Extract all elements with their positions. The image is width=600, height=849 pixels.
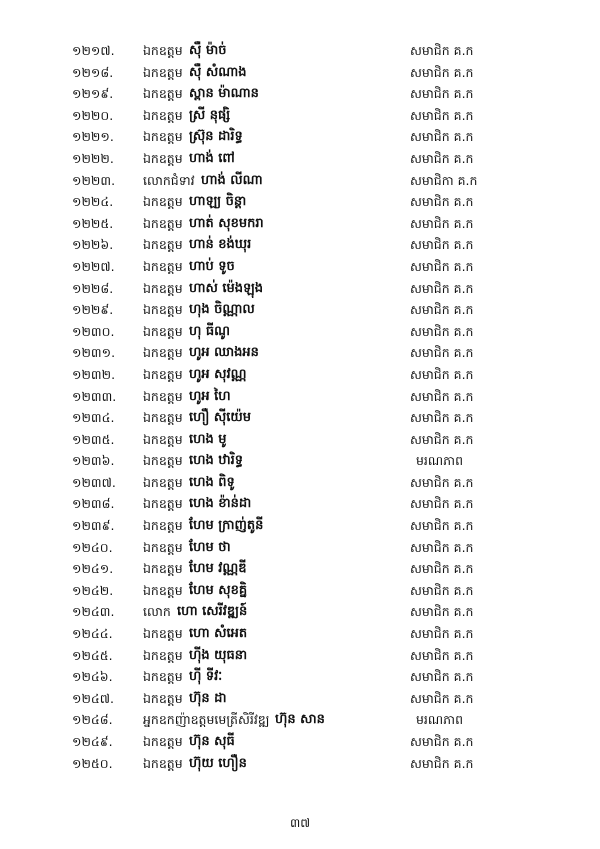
- item-number: ១២១៩.: [72, 86, 114, 102]
- list-item: [0, 472, 600, 494]
- honorific-title: ឯកឧត្តម: [143, 43, 183, 58]
- person-name: ហូអ ហៃ: [189, 388, 231, 404]
- honorific-title: ឯកឧត្តម: [143, 539, 183, 555]
- item-number: ១២៣៧.: [72, 474, 116, 490]
- list-item: [0, 386, 600, 408]
- person-name: ស្ពាន ម៉ាណាន: [189, 86, 259, 102]
- list-item: [0, 537, 600, 559]
- member-status: សមាជិក គ.ក: [410, 366, 474, 382]
- list-item: [0, 407, 600, 429]
- honorific-title: ឯកឧត្តម: [143, 280, 183, 296]
- honorific-title: ឯកឧត្តម: [143, 215, 183, 231]
- list-item: [0, 753, 600, 775]
- member-status: សមាជិក គ.ក: [410, 194, 474, 210]
- person-name: ហាត់ សុខមករា: [189, 215, 264, 231]
- honorific-title: ឯកឧត្តម: [143, 647, 183, 663]
- item-number: ១២៣៥.: [72, 431, 115, 447]
- item-number: ១២១៨.: [72, 64, 114, 80]
- person-name: ហែម សុខគ្និ: [189, 582, 248, 598]
- list-item: [0, 731, 600, 753]
- person-name: ហែម ក្រាញ់តូនី: [189, 518, 264, 534]
- honorific-title: ឯកឧត្តម: [143, 302, 183, 318]
- member-status: សមាជិក គ.ក: [410, 539, 474, 555]
- item-number: ១២២៦.: [72, 237, 114, 253]
- honorific-title: ឯកឧត្តម: [143, 345, 183, 361]
- item-number: ១២២៤.: [72, 194, 114, 210]
- honorific-title: ឯកឧត្តម: [143, 582, 183, 598]
- honorific-title: ឯកឧត្តម: [143, 129, 183, 145]
- member-status: សមាជិក គ.ក: [410, 323, 474, 339]
- item-number: ១២២០.: [72, 107, 114, 123]
- person-name: ហេង ពិទូ: [189, 474, 235, 490]
- list-item: [0, 342, 600, 364]
- item-number: ១២៣៦.: [72, 453, 115, 469]
- item-number: ១២១៧.: [72, 43, 115, 58]
- item-number: ១២២៩.: [72, 302, 114, 318]
- list-item: [0, 170, 600, 192]
- honorific-title: ឯកឧត្តម: [143, 194, 183, 210]
- list-item: [0, 515, 600, 537]
- list-item: [0, 105, 600, 127]
- person-name: ហូអ សុវណ្ណ: [189, 366, 247, 382]
- item-number: ១២៣៤.: [72, 410, 115, 426]
- honorific-title: ឯកឧត្តម: [143, 518, 183, 534]
- member-status: សមាជិក គ.ក: [410, 518, 474, 534]
- item-number: ១២៤៦.: [72, 669, 113, 685]
- item-number: ១២៣៩.: [72, 518, 115, 534]
- person-name: ហ៊ុន សុធី: [189, 734, 235, 749]
- item-number: ១២៣១.: [72, 345, 116, 361]
- item-number: ១២៤៨.: [72, 712, 113, 728]
- member-status: សមាជិក គ.ក: [410, 64, 474, 80]
- item-number: ១២៣២.: [72, 366, 116, 382]
- member-status: សមាជិក គ.ក: [410, 280, 474, 296]
- item-number: ១២២២.: [72, 150, 114, 166]
- member-status: មរណភាព: [416, 712, 463, 728]
- person-name: ហឿ ស៊ីយ៉េម: [189, 410, 252, 426]
- honorific-title: ឯកឧត្តម: [143, 366, 183, 382]
- member-status: សមាជិក គ.ក: [410, 107, 474, 123]
- member-status: សមាជិក គ.ក: [410, 431, 474, 447]
- honorific-title: ឯកឧត្តម: [143, 561, 183, 577]
- item-number: ១២៤៩.: [72, 734, 113, 749]
- member-status: សមាជិក គ.ក: [410, 734, 474, 749]
- person-name: ហាង់ លីណា: [201, 172, 263, 188]
- person-name: ហ៊ី ទីវៈ: [189, 669, 223, 685]
- honorific-title: ឯកឧត្តម: [143, 453, 183, 469]
- item-number: ១២២៨.: [72, 280, 114, 296]
- honorific-title: លោកជំទាវ: [143, 172, 195, 188]
- honorific-title: ឯកឧត្តម: [143, 323, 183, 339]
- item-number: ១២៤៣.: [72, 604, 115, 620]
- member-status: សមាជិក គ.ក: [410, 150, 474, 166]
- item-number: ១២៣០.: [72, 323, 115, 339]
- member-status: សមាជិក គ.ក: [410, 561, 474, 577]
- item-number: ១២៣៣.: [72, 388, 117, 404]
- honorific-title: ឯកឧត្តម: [143, 410, 183, 426]
- member-status: សមាជិក គ.ក: [410, 86, 474, 102]
- honorific-title: ឯកឧត្តម: [143, 496, 183, 512]
- page-number: ៣៧: [289, 816, 311, 830]
- member-status: សមាជិក គ.ក: [410, 669, 474, 685]
- honorific-title: ឯកឧត្តម: [143, 107, 183, 123]
- honorific-title: ឯកឧត្តម: [143, 64, 183, 80]
- honorific-title: ឯកឧត្តម: [143, 474, 183, 490]
- honorific-title: ឯកឧត្តម: [143, 388, 183, 404]
- list-item: [0, 429, 600, 451]
- person-name: ហ៊ីង យុធនា: [189, 647, 248, 663]
- list-item: [0, 580, 600, 602]
- item-number: ១២៤២.: [72, 582, 114, 598]
- member-status: សមាជិក គ.ក: [410, 237, 474, 253]
- list-item: [0, 234, 600, 256]
- item-number: ១២៣៨.: [72, 496, 115, 512]
- person-name: ហេង មូ: [189, 431, 227, 447]
- member-status: សមាជិក គ.ក: [410, 626, 474, 642]
- person-name: ហាប់ ទូច: [189, 258, 235, 274]
- honorific-title: ឯកឧត្តម: [143, 755, 183, 771]
- member-status: សមាជិក គ.ក: [410, 215, 474, 231]
- honorific-title: ឯកឧត្តម: [143, 669, 183, 685]
- item-number: ១២៤០.: [72, 539, 113, 555]
- member-status: សមាជិក គ.ក: [410, 755, 474, 771]
- member-status: សមាជិក គ.ក: [410, 690, 474, 706]
- honorific-title: ឯកឧត្តម: [143, 734, 183, 749]
- person-name: ហុ ធីណូ: [189, 323, 231, 339]
- list-item: [0, 493, 600, 515]
- person-name: ស៊ឺ ម៉ាច់: [189, 43, 227, 58]
- list-item: [0, 278, 600, 300]
- item-number: ១២៤១.: [72, 561, 114, 577]
- person-name: ហែម វណ្ណឌី: [189, 561, 247, 577]
- member-list: [0, 40, 600, 774]
- list-item: [0, 623, 600, 645]
- person-name: ហូអ ឈាងអន: [189, 345, 259, 361]
- member-status: សមាជិក គ.ក: [410, 496, 474, 512]
- person-name: ស្រី នុផ្សិ: [189, 107, 231, 123]
- member-status: សមាជិក គ.ក: [410, 129, 474, 145]
- member-status: សមាជិក គ.ក: [410, 582, 474, 598]
- honorific-title: ឯកឧត្តម: [143, 86, 183, 102]
- list-item: [0, 666, 600, 688]
- list-item: [0, 558, 600, 580]
- member-status: សមាជិកា គ.ក: [410, 172, 478, 188]
- list-item: [0, 213, 600, 235]
- member-status: សមាជិក គ.ក: [410, 474, 474, 490]
- member-status: សមាជិក គ.ក: [410, 302, 474, 318]
- person-name: ហាង់ ពៅ: [189, 150, 235, 166]
- honorific-title: ឯកឧត្តម: [143, 690, 183, 706]
- member-status: សមាជិក គ.ក: [410, 410, 474, 426]
- item-number: ១២២៣.: [72, 172, 116, 188]
- list-item: [0, 321, 600, 343]
- honorific-title: ឯកឧត្តម: [143, 258, 183, 274]
- member-status: សមាជិក គ.ក: [410, 604, 474, 620]
- item-number: ១២៥០.: [72, 755, 113, 771]
- member-status: សមាជិក គ.ក: [410, 647, 474, 663]
- person-name: ហាឡ្យ ចិន្តា: [189, 194, 247, 210]
- list-item: [0, 191, 600, 213]
- item-number: ១២២៧.: [72, 258, 115, 274]
- person-name: ស្រ៊ុន ដារិទ្ធ: [189, 129, 243, 145]
- honorific-title: ឯកឧត្តម: [143, 237, 183, 253]
- person-name: ហ៊ុន ដា: [189, 690, 227, 706]
- person-name: ហោ សំអេត: [189, 626, 248, 642]
- person-name: ហាន់ ខង់ឃុរ: [189, 237, 252, 253]
- person-name: ហែម ថា: [189, 539, 231, 555]
- person-name: ហេង ឋារិទ្ធ: [189, 453, 244, 469]
- member-status: សមាជិក គ.ក: [410, 345, 474, 361]
- list-item: [0, 256, 600, 278]
- member-status: មរណភាព: [416, 453, 463, 469]
- list-item: [0, 83, 600, 105]
- person-name: ហុង ចិណ្ណាល: [189, 302, 255, 318]
- person-name: ស៊ឺ សំណាង: [189, 64, 247, 80]
- honorific-title: ឯកឧត្តម: [143, 626, 183, 642]
- item-number: ១២៤៤.: [72, 626, 113, 642]
- list-item: [0, 450, 600, 472]
- item-number: ១២២១.: [72, 129, 114, 145]
- list-item: [0, 40, 600, 62]
- list-item: [0, 601, 600, 623]
- person-name: ហ៊ុន សាន: [275, 712, 325, 728]
- item-number: ១២៤៧.: [72, 690, 114, 706]
- person-name: ហ៊ុយ ហឿន: [189, 755, 247, 771]
- honorific-title: លោក: [143, 604, 171, 620]
- list-item: [0, 62, 600, 84]
- list-item: [0, 126, 600, 148]
- member-status: សមាជិក គ.ក: [410, 43, 474, 58]
- item-number: ១២៤៥.: [72, 647, 113, 663]
- member-status: សមាជិក គ.ក: [410, 388, 474, 404]
- honorific-title: ឯកឧត្តម: [143, 150, 183, 166]
- honorific-title: ឯកឧត្តម: [143, 431, 183, 447]
- list-item: [0, 645, 600, 667]
- person-name: ហេង ខ៉ាន់ដា: [189, 496, 252, 512]
- member-status: សមាជិក គ.ក: [410, 258, 474, 274]
- list-item: [0, 709, 600, 731]
- item-number: ១២២៥.: [72, 215, 114, 231]
- list-item: [0, 148, 600, 170]
- list-item: [0, 688, 600, 710]
- honorific-title: អ្នកឧកញ៉ាឧត្តមមេត្រីសិរីវឌ្ឍ: [143, 712, 270, 728]
- person-name: ហោ សេរីវឌ្ឍន៍: [177, 604, 248, 620]
- person-name: ហាស់ ម៉េងឡុង: [189, 280, 264, 296]
- list-item: [0, 299, 600, 321]
- list-item: [0, 364, 600, 386]
